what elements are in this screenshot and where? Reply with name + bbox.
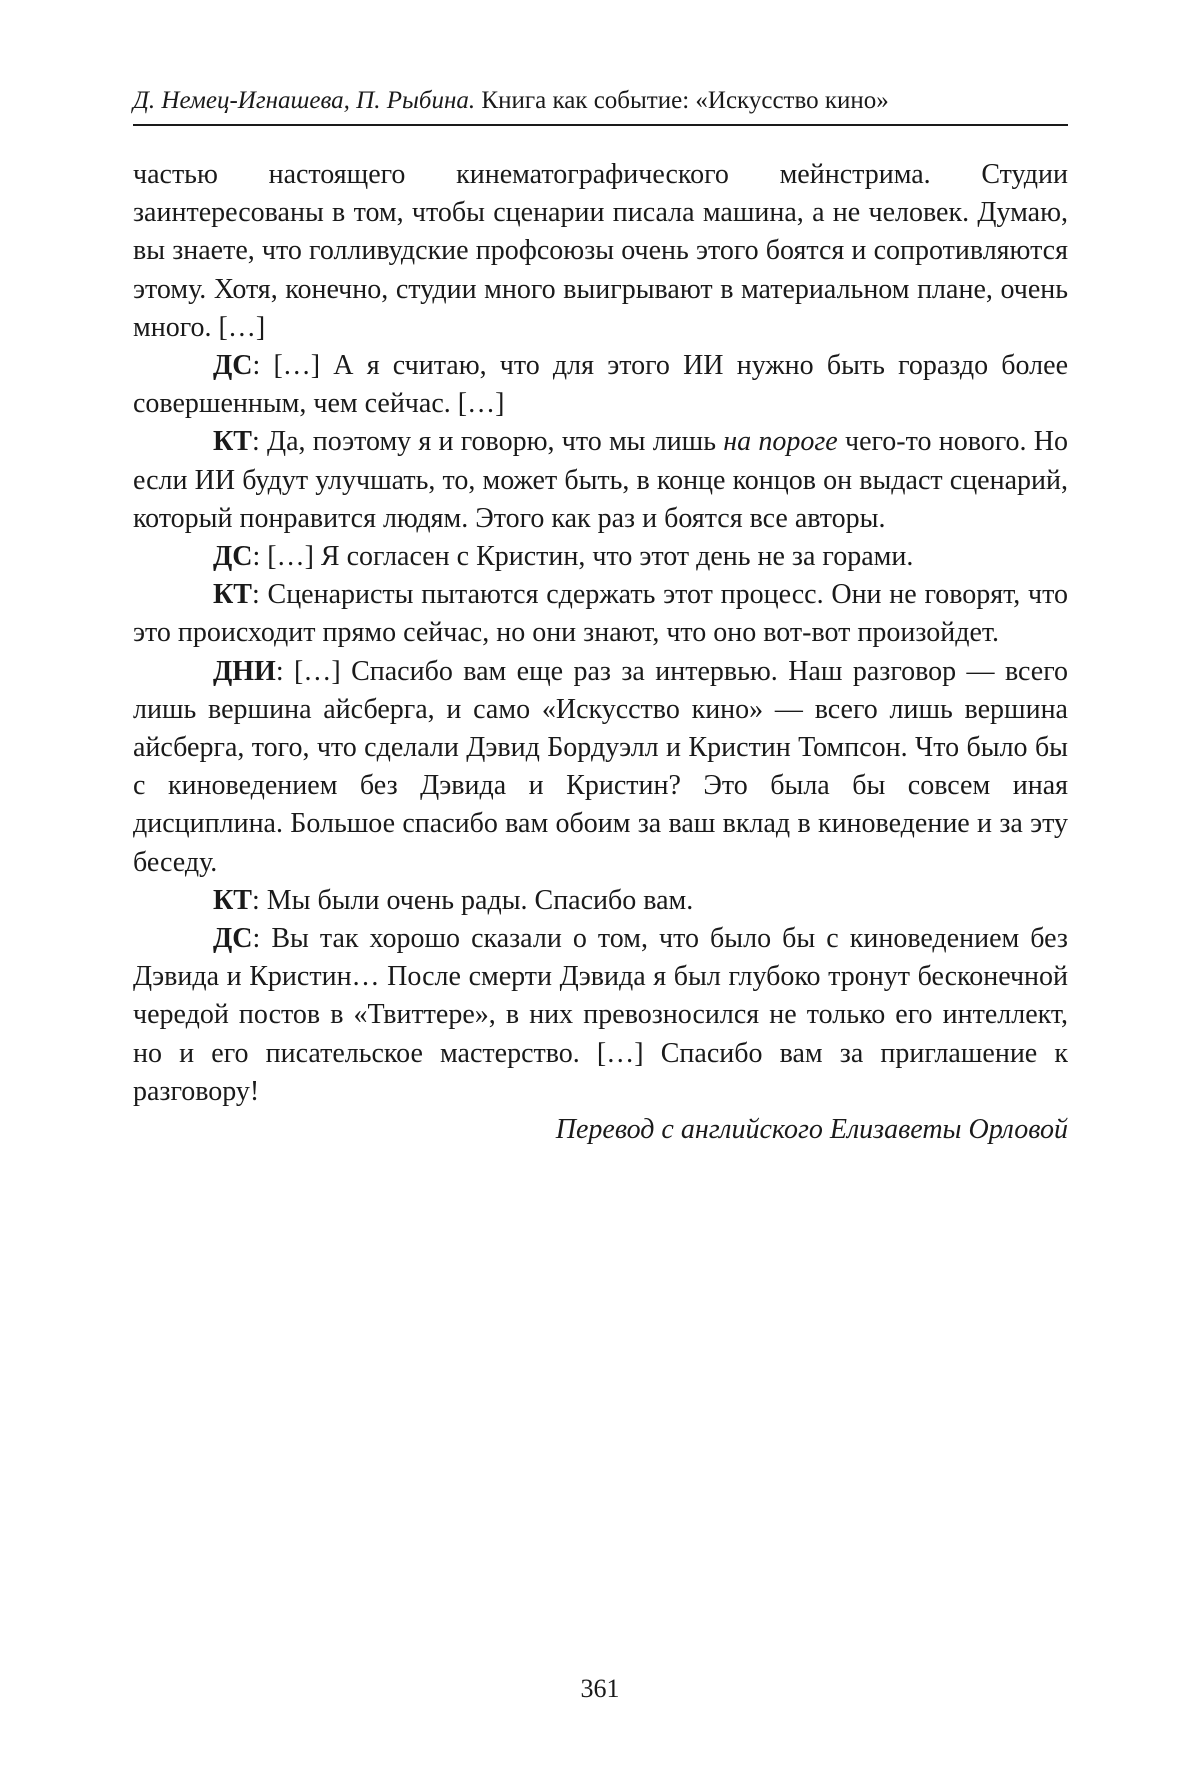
paragraph-ds-1	[133, 347, 1068, 423]
speaker-label: КТ	[213, 579, 252, 611]
paragraph-text: : Сценаристы пытаются сдержать этот процесс. Они не говорят, что это происходит прямо сейчас, но они знают, что оно вот-вот произойдет.	[133, 579, 1068, 649]
page-number: 361	[580, 1674, 620, 1703]
paragraph-ds-2	[133, 538, 1068, 576]
speaker-label: КТ	[213, 426, 252, 458]
interview-text	[133, 156, 1068, 1149]
translator-note: Перевод с английского Елизаветы Орловой	[555, 1114, 1068, 1146]
speaker-label: ДНИ	[213, 655, 276, 687]
header-rule	[133, 124, 1068, 126]
speaker-label: КТ	[213, 884, 252, 916]
paragraph-text: : Да, поэтому я и говорю, что мы лишь	[251, 426, 724, 458]
running-header	[133, 84, 1068, 118]
paragraph-text: : Мы были очень рады. Спасибо вам.	[251, 884, 694, 916]
paragraph-kt-3	[133, 882, 1068, 920]
speaker-label: ДС	[213, 541, 253, 573]
paragraph-ds-3	[133, 920, 1068, 1111]
paragraph-dni	[133, 653, 1068, 882]
paragraph-kt-1	[133, 423, 1068, 538]
header-title: Книга как событие: «Искусство кино»	[481, 87, 889, 114]
speaker-label: ДС	[213, 350, 253, 382]
header-authors: Д. Немец-Игнашева, П. Рыбина.	[133, 87, 476, 114]
speaker-label: ДС	[213, 923, 253, 955]
paragraph-text: чего-то нового. Но если ИИ будут улучшать, то, может быть, в конце концов он выдаст сценарий, который понравится людям. Этого как раз и боятся все авторы.	[133, 426, 1068, 534]
paragraph-text: : […] А я считаю, что для этого ИИ нужно быть гораздо более совершенным, чем сейчас. […]	[133, 350, 1068, 420]
paragraph-text: : […] Спасибо вам еще раз за интервью. Наш разговор — всего лишь вершина айсберга, и само «Искусство кино» — всего лишь вершина айсберга, того, что сделали Дэвид Бордуэлл и Кристин Томпсон. Что было бы с киноведением без Дэвида и Кристин? Это была бы совсем иная дисциплина. Большое спасибо вам обоим за ваш вклад в киноведение и за эту беседу.	[133, 655, 1068, 878]
paragraph-text: : Вы так хорошо сказали о том, что было бы с киноведением без Дэвида и Кристин… После смерти Дэвида я был глубоко тронут бесконечной чередой постов в «Твиттере», в них превозносился не только его интеллект, но и его писательское мастерство. […] Спасибо вам за приглашение к разговору!	[133, 923, 1068, 1107]
paragraph-kt-2	[133, 576, 1068, 652]
emphasis-text: на пороге	[723, 426, 838, 458]
paragraph-text: : […] Я согласен с Кристин, что этот день не за горами.	[252, 541, 914, 573]
paragraph-continuation	[133, 156, 1068, 347]
paragraph-text: частью настоящего кинематографического мейнстрима. Студии заинтересованы в том, чтобы сценарии писала машина, а не человек. Думаю, вы знаете, что голливудские профсоюзы очень этого боятся и сопротивляются этому. Хотя, конечно, студии много выигрывают в материальном плане, очень много. […]	[133, 159, 1068, 343]
